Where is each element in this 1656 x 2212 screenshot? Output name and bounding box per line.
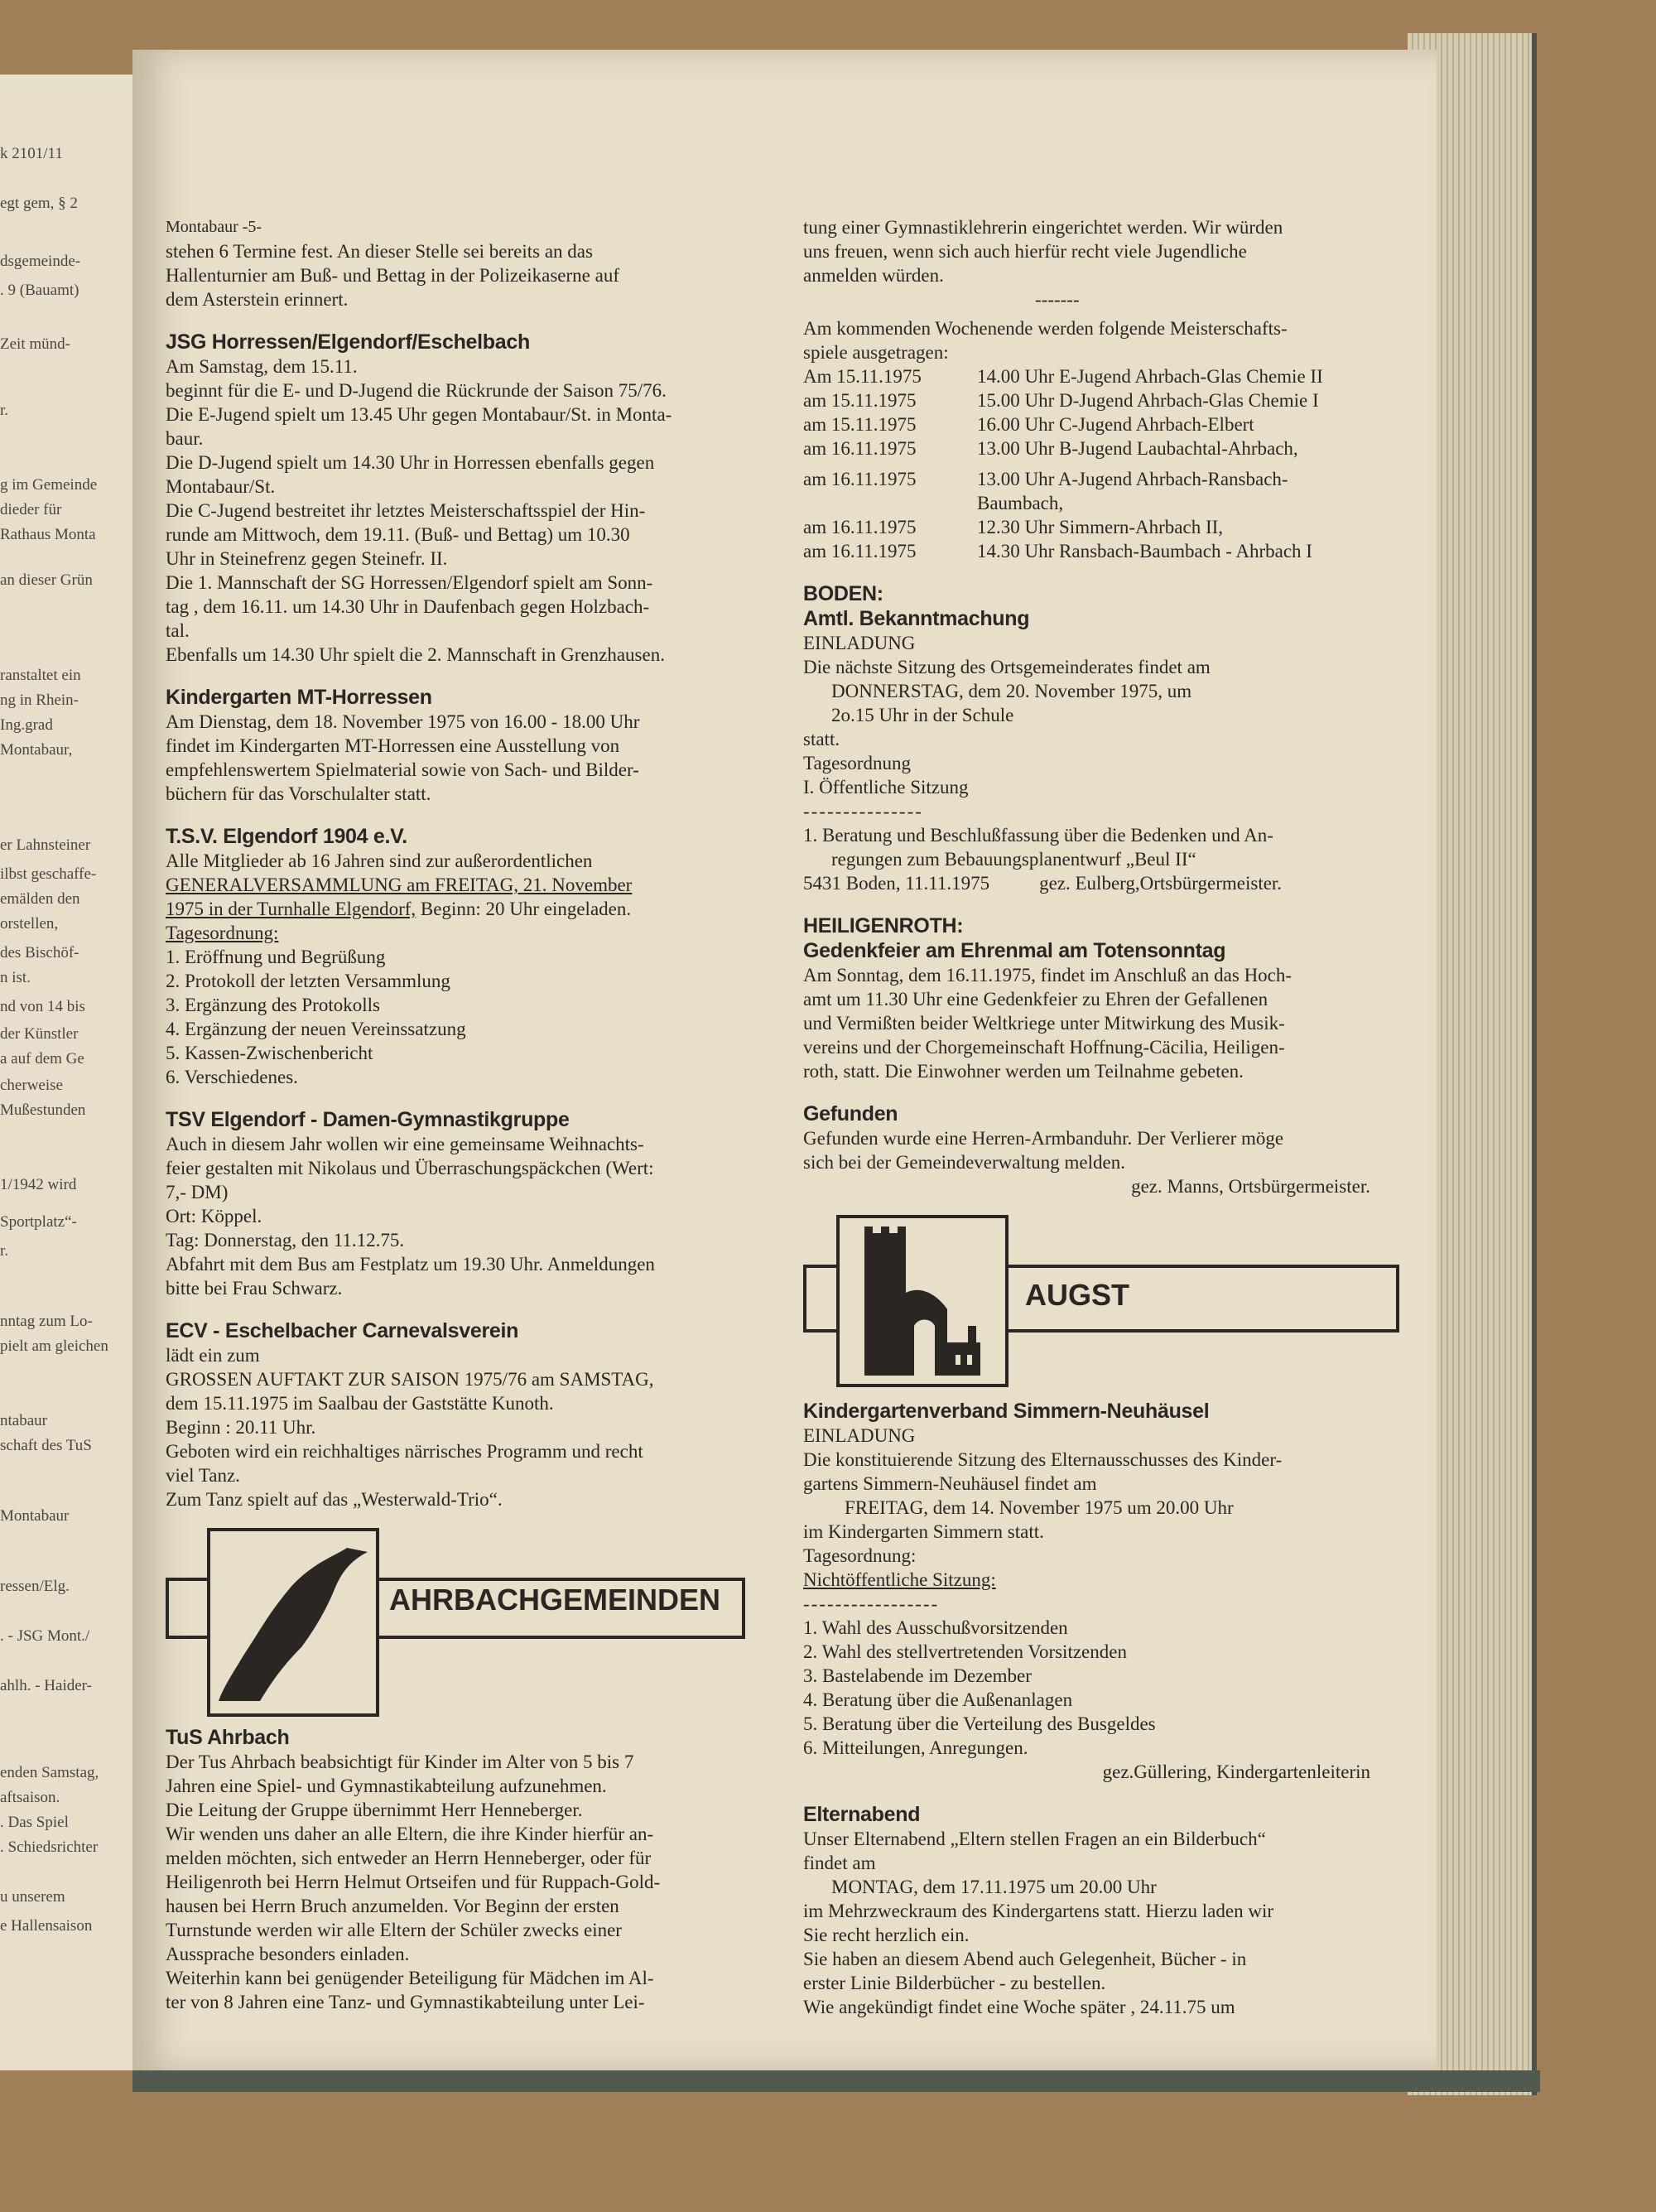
text-line: uns freuen, wenn sich auch hierfür recht viele Jugendliche	[803, 241, 1247, 262]
text-line: Wie angekündigt findet eine Woche später , 24.11.75 um	[803, 1997, 1235, 2017]
agenda-item: 5. Kassen-Zwischenbericht	[166, 1043, 373, 1063]
text-line: Montabaur/St.	[166, 476, 276, 497]
text-line: sich bei der Gemeindeverwaltung melden.	[803, 1152, 1125, 1173]
page-fragment-text: Ing.grad	[0, 716, 53, 734]
page-fragment-text: . Das Spiel	[0, 1814, 69, 1831]
tus-continuation	[803, 215, 1395, 287]
page-fragment-text: der Künstler	[0, 1025, 79, 1043]
match-text: 13.00 Uhr A-Jugend Ahrbach-Ransbach-	[977, 469, 1288, 489]
page-fragment-text: Sportplatz“-	[0, 1213, 77, 1231]
text-line: im Kindergarten Simmern statt.	[803, 1521, 1044, 1542]
text-fragment: Beginn: 20 Uhr eingeladen.	[416, 899, 632, 919]
agenda-item: 1. Beratung und Beschlußfassung über die Bedenken und An-	[803, 825, 1273, 846]
page-fragment-text: dsgemeinde-	[0, 253, 81, 270]
damen-body	[166, 1132, 782, 1300]
match-date: am 16.11.1975	[803, 438, 917, 459]
text-line: beginnt für die E- und D-Jugend die Rückrunde der Saison 75/76.	[166, 380, 667, 401]
section-heading-boden: BODEN:	[803, 582, 883, 605]
text-line: Beginn : 20.11 Uhr.	[166, 1417, 316, 1438]
elternabend-body	[803, 1827, 1395, 2019]
match-text: 13.00 Uhr B-Jugend Laubachtal-Ahrbach,	[977, 438, 1298, 459]
page-fragment-text: Zeit münd-	[0, 335, 70, 353]
text-line: büchern für das Vorschulalter statt.	[166, 783, 431, 804]
page-fragment-text: ahlh. - Haider-	[0, 1677, 92, 1694]
text-line: findet am	[803, 1853, 876, 1873]
agenda-item: 4. Ergänzung der neuen Vereinssatzung	[166, 1019, 466, 1039]
text-line: dem 15.11.1975 im Saalbau der Gaststätte Kunoth.	[166, 1393, 554, 1414]
table-row	[803, 436, 1323, 460]
text-line: baur.	[166, 428, 204, 449]
underlined-text: 1975 in der Turnhalle Elgendorf,	[166, 899, 416, 919]
text-line: Am Samstag, dem 15.11.	[166, 356, 358, 377]
text-line: Unser Elternabend „Eltern stellen Fragen an ein Bilderbuch“	[803, 1829, 1266, 1849]
heiligenroth-body	[803, 963, 1395, 1083]
signature: gez.Güllering, Kindergartenleiterin	[1102, 1761, 1370, 1782]
page-fragment-text: ranstaltet ein	[0, 667, 81, 684]
table-row	[803, 515, 1323, 539]
match-text: 14.30 Uhr Ransbach-Baumbach - Ahrbach I	[977, 541, 1312, 561]
section-heading-kindergarten: Kindergarten MT-Horressen	[166, 686, 432, 709]
intro-block	[166, 239, 782, 311]
page-fragment-text: e Hallensaison	[0, 1917, 93, 1935]
signature-name: gez. Eulberg,Ortsbürgermeister.	[1039, 873, 1283, 894]
text-line: Jahren eine Spiel- und Gymnastikabteilung aufzunehmen.	[166, 1776, 607, 1796]
page-fragment-text: r.	[0, 1242, 9, 1260]
match-text: 16.00 Uhr C-Jugend Ahrbach-Elbert	[977, 414, 1254, 435]
page-fragment-text: dieder für	[0, 501, 62, 518]
text-line: stehen 6 Termine fest. An dieser Stelle sei bereits an das	[166, 241, 593, 262]
section-heading-gefunden: Gefunden	[803, 1102, 898, 1125]
text-line: im Mehrzweckraum des Kindergartens statt. Hierzu laden wir	[803, 1901, 1273, 1921]
agenda-label: Tagesordnung:	[803, 1545, 917, 1566]
match-text: Baumbach,	[977, 493, 1064, 513]
jsg-body	[166, 354, 782, 667]
text-line: Am Sonntag, dem 16.11.1975, findet im Anschluß an das Hoch-	[803, 965, 1293, 986]
ecv-body	[166, 1343, 782, 1511]
match-date	[803, 491, 977, 515]
text-line: Die nächste Sitzung des Ortsgemeinderates findet am	[803, 657, 1211, 677]
page-fragment-text: an dieser Grün	[0, 571, 93, 589]
page-fragment-text: r.	[0, 402, 9, 419]
match-date: am 15.11.1975	[803, 414, 917, 435]
text-line: tag , dem 16.11. um 14.30 Uhr in Daufenbach gegen Holzbach-	[166, 596, 650, 617]
underlined-line: GENERALVERSAMMLUNG am FREITAG, 21. November	[166, 875, 633, 895]
section-heading-jsg: JSG Horressen/Elgendorf/Eschelbach	[166, 330, 530, 354]
book-binding	[132, 2070, 1540, 2092]
section-subheading-boden: Amtl. Bekanntmachung	[803, 607, 1030, 630]
text-line: Uhr in Steinefrenz gegen Steinefr. II.	[166, 548, 448, 569]
page-fragment-text: u unserem	[0, 1888, 65, 1906]
agenda-item: 3. Bastelabende im Dezember	[803, 1665, 1032, 1686]
text-line: Hallenturnier am Buß- und Bettag in der Polizeikaserne auf	[166, 265, 619, 286]
text-line: hausen bei Herrn Bruch anzumelden. Vor Beginn der ersten	[166, 1896, 619, 1916]
text-line: Am Dienstag, dem 18. November 1975 von 16.00 - 18.00 Uhr	[166, 711, 640, 732]
page-fragment-text: ilbst geschaffe-	[0, 865, 97, 883]
agenda-item: 2. Wahl des stellvertretenden Vorsitzenden	[803, 1641, 1127, 1662]
text-line: erster Linie Bilderbücher - zu bestellen.	[803, 1973, 1106, 1993]
river-emblem-icon	[207, 1528, 379, 1717]
text-line: ter von 8 Jahren eine Tanz- und Gymnastikabteilung unter Lei-	[166, 1992, 645, 2012]
page-fragment-text: des Bischöf-	[0, 944, 79, 961]
page-fragment-text: 1/1942 wird	[0, 1176, 77, 1193]
text-line: tung einer Gymnastiklehrerin eingerichtet werden. Wir würden	[803, 217, 1283, 238]
text-line: Die konstituierende Sitzung des Elternausschusses des Kinder-	[803, 1449, 1283, 1470]
text-line: EINLADUNG	[803, 1425, 916, 1446]
text-line: DONNERSTAG, dem 20. November 1975, um	[831, 681, 1192, 701]
text-line: tal.	[166, 620, 190, 641]
text-line: Wir wenden uns daher an alle Eltern, die ihre Kinder hierfür an-	[166, 1824, 654, 1844]
text-line: Sie recht herzlich ein.	[803, 1925, 970, 1945]
match-date: am 16.11.1975	[803, 469, 917, 489]
page-fragment-text: pielt am gleichen	[0, 1337, 108, 1355]
text-line: dem Asterstein erinnert.	[166, 289, 349, 310]
agenda-item: 3. Ergänzung des Protokolls	[166, 995, 380, 1015]
text-line: FREITAG, dem 14. November 1975 um 20.00 Uhr	[845, 1497, 1234, 1518]
page-fragment-text: Mußestunden	[0, 1101, 86, 1119]
text-line: Am kommenden Wochenende werden folgende Meisterschafts-	[803, 318, 1288, 339]
page-fragment-text: aftsaison.	[0, 1789, 60, 1806]
text-line: gartens Simmern-Neuhäusel findet am	[803, 1473, 1097, 1494]
page-fragment-text: ntabaur	[0, 1412, 47, 1429]
text-line: Abfahrt mit dem Bus am Festplatz um 19.30 Uhr. Anmeldungen	[166, 1254, 655, 1275]
kindergartenverband-body	[803, 1424, 1395, 1784]
castle-ruin-icon	[836, 1215, 1009, 1387]
divider: -------	[1035, 289, 1080, 310]
text-line: Die 1. Mannschaft der SG Horressen/Elgendorf spielt am Sonn-	[166, 572, 653, 593]
page-fragment-text: nd von 14 bis	[0, 998, 85, 1015]
text-line: runde am Mittwoch, dem 19.11. (Buß- und Bettag) um 10.30	[166, 524, 630, 545]
text-line: empfehlenswertem Spielmaterial sowie von Sach- und Bilder-	[166, 759, 639, 780]
page-fragment-text: g im Gemeinde	[0, 476, 98, 494]
page-fragment-text: enden Samstag,	[0, 1764, 99, 1781]
text-line: Tagesordnung	[803, 753, 911, 773]
text-line: vereins und der Chorgemeinschaft Hoffnung-Cäcilia, Heiligen-	[803, 1037, 1285, 1058]
agenda-item: 2. Protokoll der letzten Versammlung	[166, 971, 450, 991]
tsv-body	[166, 849, 782, 1089]
text-line: I. Öffentliche Sitzung	[803, 777, 969, 798]
text-line: statt.	[803, 729, 840, 749]
table-row	[803, 491, 1323, 515]
left-column	[166, 215, 782, 2014]
text-line: Die D-Jugend spielt um 14.30 Uhr in Horressen ebenfalls gegen	[166, 452, 655, 473]
page-fragment-text: emälden den	[0, 890, 80, 908]
divider: ---------------	[803, 801, 923, 822]
table-row	[803, 412, 1323, 436]
agenda-item: 1. Wahl des Ausschußvorsitzenden	[803, 1617, 1068, 1638]
text-line: Heiligenroth bei Herrn Helmut Ortseifen und für Ruppach-Gold-	[166, 1872, 661, 1892]
right-column	[803, 215, 1395, 2019]
text-line: Die E-Jugend spielt um 13.45 Uhr gegen Montabaur/St. in Monta-	[166, 404, 672, 425]
text-line: melden möchten, sich entweder an Herrn Henneberger, oder für	[166, 1848, 652, 1868]
text-line: Aussprache besonders einladen.	[166, 1944, 410, 1964]
matches-intro	[803, 316, 1395, 364]
augst-banner	[803, 1215, 1399, 1381]
page-fragment-text: n ist.	[0, 969, 31, 986]
agenda-label: Tagesordnung:	[166, 923, 279, 943]
agenda-item: 6. Verschiedenes.	[166, 1067, 298, 1087]
tus-body	[166, 1750, 782, 2014]
text-line: bitte bei Frau Schwarz.	[166, 1278, 343, 1299]
banner-label: AHRBACHGEMEINDEN	[389, 1583, 721, 1617]
text-line: MONTAG, dem 17.11.1975 um 20.00 Uhr	[831, 1877, 1157, 1897]
page-fragment-text: nntag zum Lo-	[0, 1313, 93, 1330]
agenda-item: regungen zum Bebauungsplanentwurf „Beul II“	[831, 849, 1196, 870]
signature: gez. Manns, Ortsbürgermeister.	[1131, 1176, 1370, 1197]
text-line: und Vermißten beider Weltkriege unter Mitwirkung des Musik-	[803, 1013, 1285, 1034]
page-fragment-text: . 9 (Bauamt)	[0, 282, 79, 299]
text-line: Ort: Köppel.	[166, 1206, 262, 1226]
text-line: Ebenfalls um 14.30 Uhr spielt die 2. Mannschaft in Grenzhausen.	[166, 644, 665, 665]
text-line: Zum Tanz spielt auf das „Westerwald-Trio“.	[166, 1489, 503, 1510]
text-line: Tag: Donnerstag, den 11.12.75.	[166, 1230, 405, 1251]
text-line: 2o.15 Uhr in der Schule	[831, 705, 1014, 725]
ahrbachgemeinden-banner	[166, 1520, 762, 1718]
match-text: 12.30 Uhr Simmern-Ahrbach II,	[977, 517, 1224, 537]
table-row	[803, 460, 1323, 491]
text-line: Der Tus Ahrbach beabsichtigt für Kinder im Alter von 5 bis 7	[166, 1752, 634, 1772]
match-date: Am 15.11.1975	[803, 366, 922, 387]
divider: -----------------	[803, 1593, 940, 1614]
text-line: Turnstunde werden wir alle Eltern der Schüler zwecks einer	[166, 1920, 622, 1940]
match-text: 14.00 Uhr E-Jugend Ahrbach-Glas Chemie II	[977, 366, 1323, 387]
section-heading-heiligenroth: HEILIGENROTH:	[803, 914, 964, 937]
page-fragment-text: ressen/Elg.	[0, 1578, 70, 1595]
text-line: roth, statt. Die Einwohner werden um Teilnahme gebeten.	[803, 1061, 1244, 1082]
text-line: feier gestalten mit Nikolaus und Überraschungspäckchen (Wert:	[166, 1158, 654, 1178]
agenda-sublabel: Nichtöffentliche Sitzung:	[803, 1569, 996, 1590]
text-line: Gefunden wurde eine Herren-Armbanduhr. Der Verlierer möge	[803, 1128, 1284, 1149]
section-heading-tus: TuS Ahrbach	[166, 1726, 290, 1749]
table-row	[803, 364, 1323, 388]
text-line: Alle Mitglieder ab 16 Jahren sind zur außerordentlichen	[166, 851, 593, 871]
text-line: 7,- DM)	[166, 1182, 229, 1202]
page-fragment-text: ng in Rhein-	[0, 692, 79, 709]
page-fragment-text: er Lahnsteiner	[0, 836, 91, 854]
match-date: am 16.11.1975	[803, 541, 917, 561]
page-fragment-text: . Schiedsrichter	[0, 1839, 99, 1856]
text-line: Geboten wird ein reichhaltiges närrisches Programm und recht	[166, 1441, 643, 1462]
text-line: Sie haben an diesem Abend auch Gelegenheit, Bücher - in	[803, 1949, 1247, 1969]
page-fragment-text: Montabaur,	[0, 741, 73, 759]
match-text: 15.00 Uhr D-Jugend Ahrbach-Glas Chemie I	[977, 390, 1319, 411]
boden-body	[803, 631, 1395, 895]
text-line: viel Tanz.	[166, 1465, 240, 1486]
match-date: am 15.11.1975	[803, 390, 917, 411]
gefunden-body	[803, 1126, 1395, 1198]
page-fragment-text: . - JSG Mont./	[0, 1627, 90, 1645]
match-date: am 16.11.1975	[803, 517, 917, 537]
section-subheading-heiligenroth: Gedenkfeier am Ehrenmal am Totensonntag	[803, 939, 1226, 962]
text-line: lädt ein zum	[166, 1345, 260, 1366]
text-line: Auch in diesem Jahr wollen wir eine gemeinsame Weihnachts-	[166, 1134, 644, 1154]
page-fragment-text: Montabaur	[0, 1507, 70, 1525]
page-fragment-text: schaft des TuS	[0, 1437, 92, 1454]
agenda-item: 1. Eröffnung und Begrüßung	[166, 947, 386, 967]
text-line: amt um 11.30 Uhr eine Gedenkfeier zu Ehren der Gefallenen	[803, 989, 1268, 1010]
page-fragment-text: cherweise	[0, 1077, 63, 1094]
text-line: Weiterhin kann bei genügender Beteiligung für Mädchen im Al-	[166, 1968, 654, 1988]
page-fragment-text: Rathaus Monta	[0, 526, 96, 543]
text-line: Die C-Jugend bestreitet ihr letztes Meisterschaftsspiel der Hin-	[166, 500, 646, 521]
table-row	[803, 539, 1323, 563]
newspaper-page	[132, 50, 1437, 2070]
page-header: Montabaur -5-	[166, 218, 262, 236]
match-schedule	[803, 364, 1323, 563]
signature-place: 5431 Boden, 11.11.1975	[803, 873, 990, 894]
page-fragment-text: a auf dem Ge	[0, 1050, 84, 1067]
section-heading-elternabend: Elternabend	[803, 1803, 921, 1826]
banner-label: AUGST	[1025, 1278, 1129, 1312]
kindergarten-body	[166, 710, 782, 806]
table-row	[803, 388, 1323, 412]
page-fragment-text: k 2101/11	[0, 145, 63, 162]
text-line: Die Leitung der Gruppe übernimmt Herr Henneberger.	[166, 1800, 583, 1820]
page-fragment-text: orstellen,	[0, 915, 59, 933]
section-heading-kindergartenverband: Kindergartenverband Simmern-Neuhäusel	[803, 1400, 1210, 1423]
agenda-item: 5. Beratung über die Verteilung des Busgeldes	[803, 1713, 1156, 1734]
text-line: spiele ausgetragen:	[803, 342, 949, 363]
text-line: EINLADUNG	[803, 633, 916, 653]
text-line: GROSSEN AUFTAKT ZUR SAISON 1975/76 am SAMSTAG,	[166, 1369, 654, 1390]
section-heading-damen: TSV Elgendorf - Damen-Gymnastikgruppe	[166, 1108, 570, 1131]
section-heading-tsv: T.S.V. Elgendorf 1904 e.V.	[166, 825, 407, 848]
page-fragment-text: egt gem, § 2	[0, 195, 78, 212]
agenda-item: 4. Beratung über die Außenanlagen	[803, 1689, 1073, 1710]
text-line: findet im Kindergarten MT-Horressen eine Ausstellung von	[166, 735, 620, 756]
agenda-item: 6. Mitteilungen, Anregungen.	[803, 1737, 1028, 1758]
text-line: anmelden würden.	[803, 265, 944, 286]
section-heading-ecv: ECV - Eschelbacher Carnevalsverein	[166, 1319, 519, 1342]
